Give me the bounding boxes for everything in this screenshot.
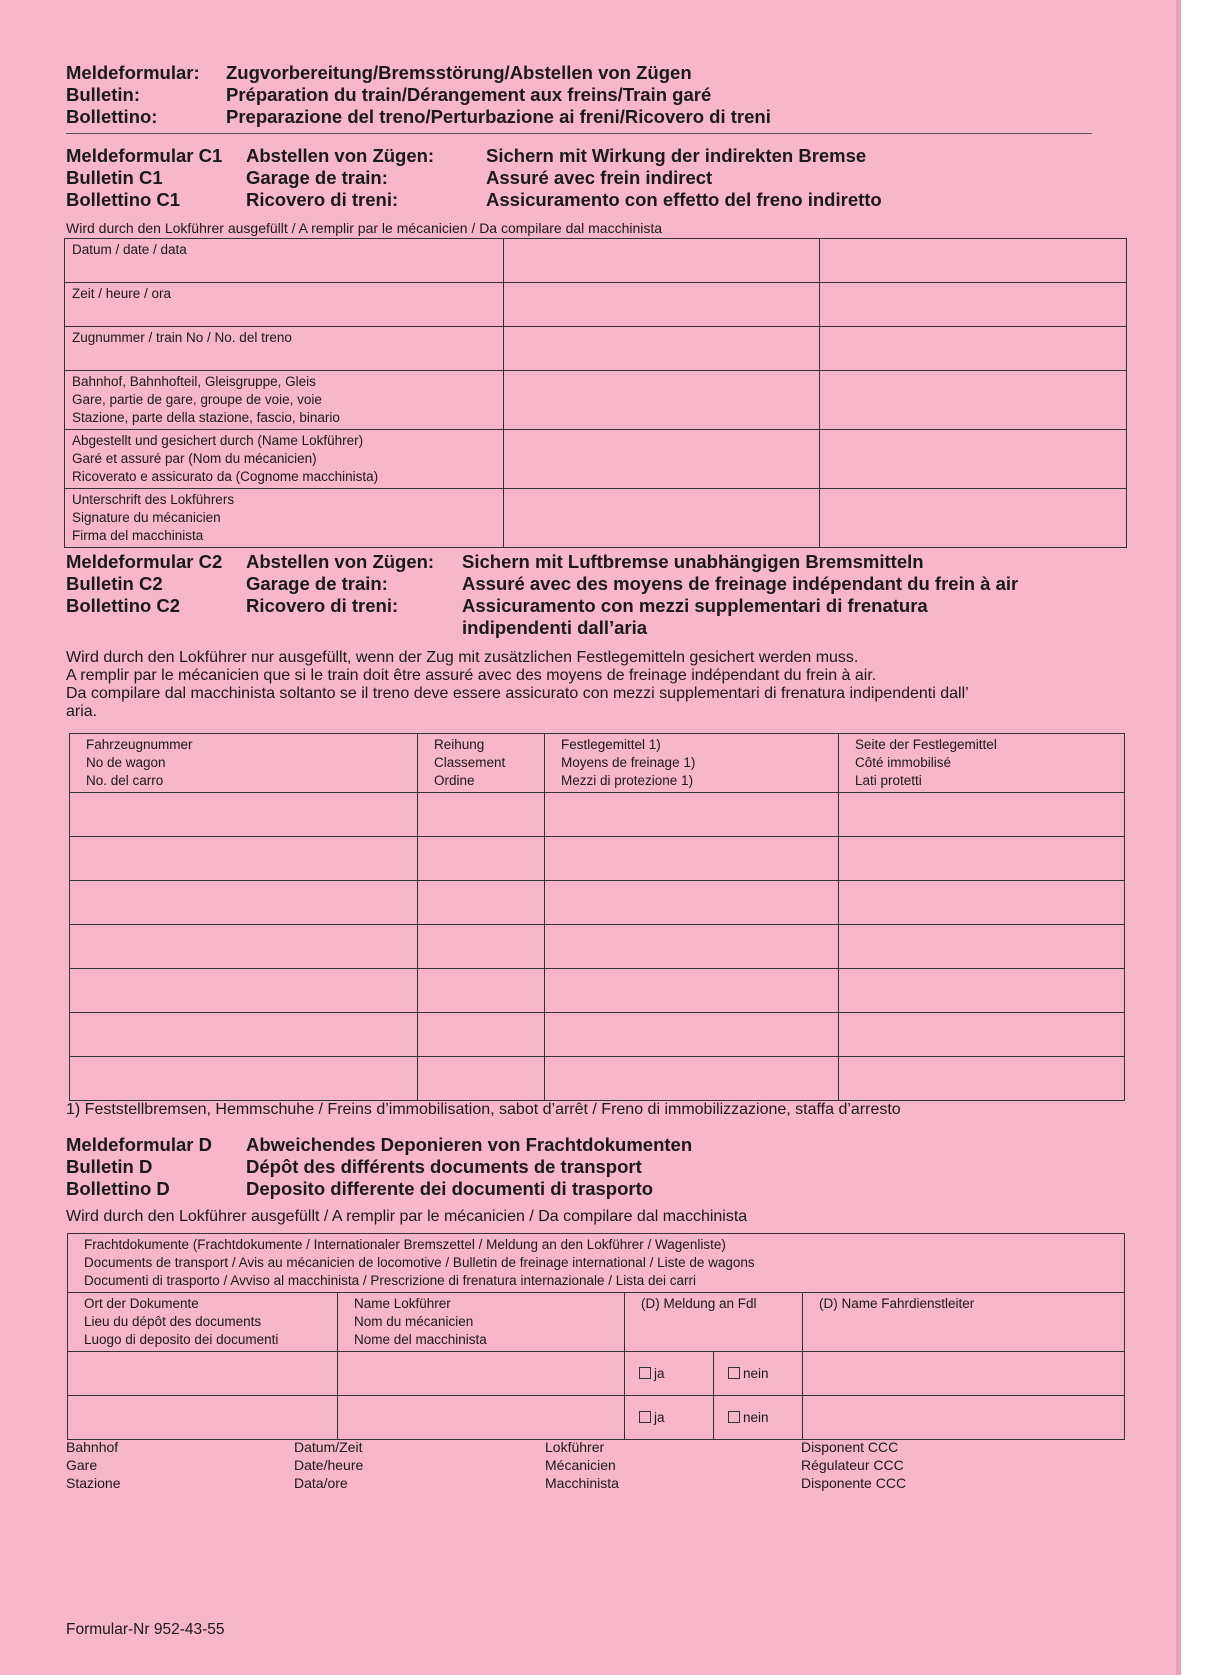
header-title-de: Zugvorbereitung/Bremsstörung/Abstellen von Zügen — [226, 62, 692, 83]
c1-label-train: Zugnummer / train No / No. del treno — [65, 327, 504, 371]
c2-cell[interactable] — [839, 837, 1125, 881]
c2-cell[interactable] — [545, 837, 839, 881]
c2-label-fr: Bulletin C2 — [66, 573, 163, 594]
table-row — [70, 969, 1125, 1013]
d-checkbox-no[interactable]: nein — [714, 1352, 803, 1396]
c1-label-fr: Bulletin C1 — [66, 167, 163, 188]
c2-title-it-2: indipendenti dall’aria — [462, 617, 648, 638]
c2-col-order: Reihung Classement Ordine — [418, 734, 545, 793]
c1-input-time-2[interactable] — [820, 283, 1127, 327]
table-row — [70, 1013, 1125, 1057]
table-row — [70, 793, 1125, 837]
footer-datetime: Datum/Zeit Date/heure Data/ore — [294, 1439, 364, 1491]
c2-cell[interactable] — [545, 881, 839, 925]
d-header — [66, 1134, 1096, 1200]
c2-cell[interactable] — [70, 837, 418, 881]
c1-table — [64, 238, 1127, 548]
c1-label-time: Zeit / heure / ora — [65, 283, 504, 327]
c2-cell[interactable] — [418, 969, 545, 1013]
c1-label-date: Datum / date / data — [65, 239, 504, 283]
c2-cell[interactable] — [545, 969, 839, 1013]
c2-subject-fr: Garage de train: — [246, 573, 388, 594]
c1-row-train — [65, 327, 1127, 371]
c1-subject-fr: Garage de train: — [246, 167, 388, 188]
c1-row-date — [65, 239, 1127, 283]
table-row — [68, 1352, 1125, 1396]
checkbox-icon[interactable] — [639, 1367, 651, 1379]
c1-input-date[interactable] — [504, 239, 820, 283]
c2-cell[interactable] — [418, 925, 545, 969]
c1-title-de: Sichern mit Wirkung der indirekten Bremse — [486, 145, 867, 166]
table-row — [70, 881, 1125, 925]
c1-subject-it: Ricovero di treni: — [246, 189, 399, 210]
c2-cell[interactable] — [418, 881, 545, 925]
d-title-fr: Dépôt des différents documents de transport — [246, 1156, 642, 1177]
d-label-it: Bollettino D — [66, 1178, 170, 1199]
d-table — [67, 1233, 1125, 1440]
c2-title-it: Assicuramento con mezzi supplementari di frenatura — [462, 595, 928, 616]
d-doc-header: Frachtdokumente (Frachtdokumente / Internationaler Bremszettel / Meldung an den Lokführer / Wagenliste) Documents de transport / Avis au mécanicien de locomotive / Bulletin de freinage international / Liste de wagons Documenti di trasporto / Avviso al macchinista / Prescrizione di frenatura internazionale / Lista dei carri — [68, 1234, 1125, 1293]
table-row — [68, 1396, 1125, 1440]
table-row — [70, 837, 1125, 881]
c2-col-wagon: Fahrzeugnummer No de wagon No. del carro — [70, 734, 418, 793]
c2-footnote: 1) Feststellbremsen, Hemmschuhe / Freins d’immobilisation, sabot d’arrêt / Freno di immobilizzazione, staffa d’arresto — [66, 1101, 901, 1118]
checkbox-icon[interactable] — [728, 1411, 740, 1423]
c2-cell[interactable] — [839, 881, 1125, 925]
d-label-fr: Bulletin D — [66, 1156, 153, 1177]
footer-driver: Lokführer Mécanicien Macchinista — [545, 1439, 619, 1491]
c1-input-train-2[interactable] — [820, 327, 1127, 371]
c1-label-de: Meldeformular C1 — [66, 145, 223, 166]
c2-col-means: Festlegemittel 1) Moyens de freinage 1) Mezzi di protezione 1) — [545, 734, 839, 793]
c2-title-de: Sichern mit Luftbremse unabhängigen Bremsmitteln — [462, 551, 924, 572]
c1-subject-de: Abstellen von Zügen: — [246, 145, 435, 166]
table-row — [70, 1057, 1125, 1101]
c2-cell[interactable] — [545, 793, 839, 837]
footer-dispatcher: Disponent CCC Régulateur CCC Disponente CCC — [801, 1439, 907, 1491]
c2-cell[interactable] — [839, 1057, 1125, 1101]
c2-label-it: Bollettino C2 — [66, 595, 181, 616]
d-checkbox-yes[interactable]: ja — [625, 1396, 714, 1440]
c2-col-side: Seite der Festlegemittel Côté immobilisé Lati protetti — [839, 734, 1125, 793]
c1-input-time[interactable] — [504, 283, 820, 327]
d-col-header-row — [68, 1293, 1125, 1352]
d-checkbox-no[interactable]: nein — [714, 1396, 803, 1440]
c2-cell[interactable] — [418, 1013, 545, 1057]
c1-row-driver — [65, 430, 1127, 489]
c2-cell[interactable] — [418, 793, 545, 837]
c1-title-it: Assicuramento con effetto del freno indiretto — [486, 189, 882, 210]
c2-cell[interactable] — [839, 1013, 1125, 1057]
c2-cell[interactable] — [70, 925, 418, 969]
d-doc-header-row — [68, 1234, 1125, 1293]
c1-input-station[interactable] — [504, 371, 820, 430]
c2-header — [66, 551, 1166, 639]
c2-cell[interactable] — [70, 793, 418, 837]
d-input-ort[interactable] — [68, 1352, 338, 1396]
c2-cell[interactable] — [545, 925, 839, 969]
footer-station: Bahnhof Gare Stazione — [66, 1439, 121, 1491]
c1-title-fr: Assuré avec frein indirect — [486, 167, 713, 188]
c2-cell[interactable] — [70, 969, 418, 1013]
d-col-meldung: (D) Meldung an Fdl — [625, 1293, 803, 1352]
c1-row-signature — [65, 489, 1127, 548]
c2-cell[interactable] — [70, 1013, 418, 1057]
c1-input-date-2[interactable] — [820, 239, 1127, 283]
c1-input-driver-2[interactable] — [820, 430, 1127, 489]
d-input-fdl[interactable] — [803, 1396, 1125, 1440]
c2-cell[interactable] — [839, 793, 1125, 837]
table-row — [70, 925, 1125, 969]
c2-title-fr: Assuré avec des moyens de freinage indépendant du frein à air — [462, 573, 1019, 594]
c1-instruction: Wird durch den Lokführer ausgefüllt / A remplir par le mécanicien / Da compilare dal macchinista — [66, 220, 663, 236]
c2-cell[interactable] — [70, 1057, 418, 1101]
header-divider — [66, 133, 1092, 134]
c2-cell[interactable] — [545, 1057, 839, 1101]
c1-input-train[interactable] — [504, 327, 820, 371]
c1-label-station: Bahnhof, Bahnhofteil, Gleisgruppe, Gleis Gare, partie de gare, groupe de voie, voie Stazione, parte della stazione, fascio, binario — [65, 371, 504, 430]
d-input-ort[interactable] — [68, 1396, 338, 1440]
d-label-de: Meldeformular D — [66, 1134, 212, 1155]
form-header — [66, 62, 1096, 128]
c2-header-row — [70, 734, 1125, 793]
c2-instruction: Wird durch den Lokführer nur ausgefüllt, wenn der Zug mit zusätzlichen Festlegemitteln gesichert werden muss. A remplir par le mécanicien que si le train doit être assuré avec des moyens de freinage indépendant du frein à air. Da compilare dal macchinista soltanto se il treno deve essere assicurato con mezzi supplementari di frenatura indipendenti dall’ aria. — [66, 649, 969, 720]
form-number: Formular-Nr 952-43-55 — [66, 1621, 225, 1638]
header-title-fr: Préparation du train/Dérangement aux freins/Train garé — [226, 84, 712, 105]
c2-table — [69, 733, 1125, 1101]
c1-input-signature-2[interactable] — [820, 489, 1127, 548]
c2-label-de: Meldeformular C2 — [66, 551, 223, 572]
d-checkbox-yes[interactable]: ja — [625, 1352, 714, 1396]
c2-cell[interactable] — [418, 1057, 545, 1101]
d-col-fdl: (D) Name Fahrdienstleiter — [803, 1293, 1125, 1352]
c2-subject-de: Abstellen von Zügen: — [246, 551, 435, 572]
checkbox-icon[interactable] — [728, 1367, 740, 1379]
c2-cell[interactable] — [839, 925, 1125, 969]
c2-cell[interactable] — [418, 837, 545, 881]
c1-input-signature[interactable] — [504, 489, 820, 548]
c1-row-station — [65, 371, 1127, 430]
c1-label-it: Bollettino C1 — [66, 189, 181, 210]
checkbox-icon[interactable] — [639, 1411, 651, 1423]
header-label-de: Meldeformular: — [66, 62, 200, 83]
c1-input-driver[interactable] — [504, 430, 820, 489]
header-label-it: Bollettino: — [66, 106, 158, 127]
d-title-de: Abweichendes Deponieren von Frachtdokumenten — [246, 1134, 693, 1155]
d-input-name[interactable] — [338, 1352, 625, 1396]
header-title-it: Preparazione del treno/Perturbazione ai freni/Ricovero di treni — [226, 106, 771, 127]
c2-subject-it: Ricovero di treni: — [246, 595, 399, 616]
d-instruction: Wird durch den Lokführer ausgefüllt / A remplir par le mécanicien / Da compilare dal macchinista — [66, 1208, 748, 1225]
c1-label-driver: Abgestellt und gesichert durch (Name Lokführer) Garé et assuré par (Nom du mécanicien) Ricoverato e assicurato da (Cognome macchinista) — [65, 430, 504, 489]
c1-input-station-2[interactable] — [820, 371, 1127, 430]
d-input-name[interactable] — [338, 1396, 625, 1440]
header-label-fr: Bulletin: — [66, 84, 140, 105]
d-input-fdl[interactable] — [803, 1352, 1125, 1396]
c1-header — [66, 145, 1096, 211]
c1-label-signature: Unterschrift des Lokführers Signature du mécanicien Firma del macchinista — [65, 489, 504, 548]
c2-cell[interactable] — [545, 1013, 839, 1057]
c1-row-time — [65, 283, 1127, 327]
c2-cell[interactable] — [70, 881, 418, 925]
d-col-ort: Ort der Dokumente Lieu du dépôt des documents Luogo di deposito dei documenti — [68, 1293, 338, 1352]
c2-cell[interactable] — [839, 969, 1125, 1013]
d-col-name: Name Lokführer Nom du mécanicien Nome del macchinista — [338, 1293, 625, 1352]
d-title-it: Deposito differente dei documenti di trasporto — [246, 1178, 654, 1199]
